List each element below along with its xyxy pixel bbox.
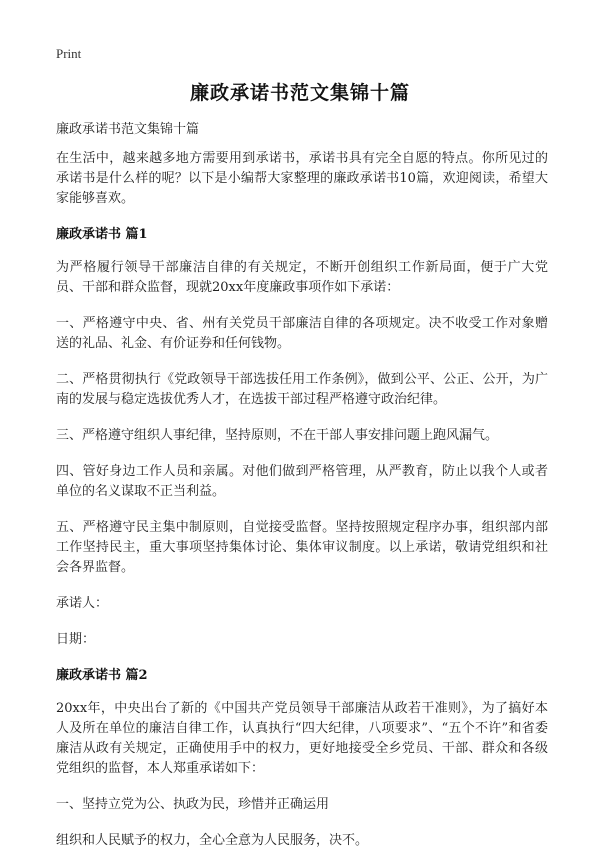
page-title: 廉政承诺书范文集锦十篇 [189,82,410,104]
section1-paragraph: 五、严格遵守民主集中制原则，自觉接受监督。坚持按照规定程序办事，组织部内部工作坚持民主，重大事项坚持集体讨论、集体审议制度。以上承诺，敬请党组织和社会各界监督。 [56,520,548,575]
section-heading-1: 廉政承诺书 篇1 [56,227,148,242]
document-body [56,120,548,867]
intro-paragraph: 在生活中，越来越多地方需要用到承诺书，承诺书具有完全自愿的特点。你所见过的承诺书是什么样的呢？以下是小编帮大家整理的廉政承诺书10篇，欢迎阅读，希望大家能够喜欢。 [56,151,548,206]
print-link[interactable]: Print [56,46,82,61]
section2-paragraph: 20xx年，中央出台了新的《中国共产党员领导干部廉洁从政若干准则》，为了搞好本人及所在单位的廉洁自律工作，认真执行“四大纪律，八项要求”、“五个不许”和省委廉洁从政有关规定，正确使用手中的权力，更好地接受全乡党员、干部、群众和各级党组织的监督，本人郑重承诺如下： [56,701,548,776]
section1-paragraph: 一、严格遵守中央、省、州有关党员干部廉洁自律的各项规定。决不收受工作对象赠送的礼品、礼金、有价证券和任何钱物。 [56,316,548,351]
date-line: 日期： [56,632,96,647]
document-subtitle: 廉政承诺书范文集锦十篇 [56,122,200,137]
section-heading-2: 廉政承诺书 篇2 [56,668,148,683]
section2-paragraph: 一、坚持立党为公、执政为民，珍惜并正确运用 [56,797,330,812]
section1-paragraph: 为严格履行领导干部廉洁自律的有关规定，不断开创组织工作新局面，便于广大党员、干部和群众监督，现就20xx年度廉政事项作如下承诺： [56,260,548,295]
section1-paragraph: 四、管好身边工作人员和亲属。对他们做到严格管理，从严教育，防止以我个人或者单位的名义谋取不正当利益。 [56,464,548,499]
signer-line: 承诺人： [56,596,109,611]
section1-paragraph: 三、严格遵守组织人事纪律，坚持原则，不在干部人事安排问题上跑风漏气。 [56,428,499,443]
section1-paragraph: 二、严格贯彻执行《党政领导干部选拔任用工作条例》，做到公平、公正、公开，为广南的发展与稳定选拔优秀人才，在选拔干部过程严格遵守政治纪律。 [56,372,548,407]
section2-paragraph: 组织和人民赋予的权力，全心全意为人民服务，决不。 [56,833,369,848]
